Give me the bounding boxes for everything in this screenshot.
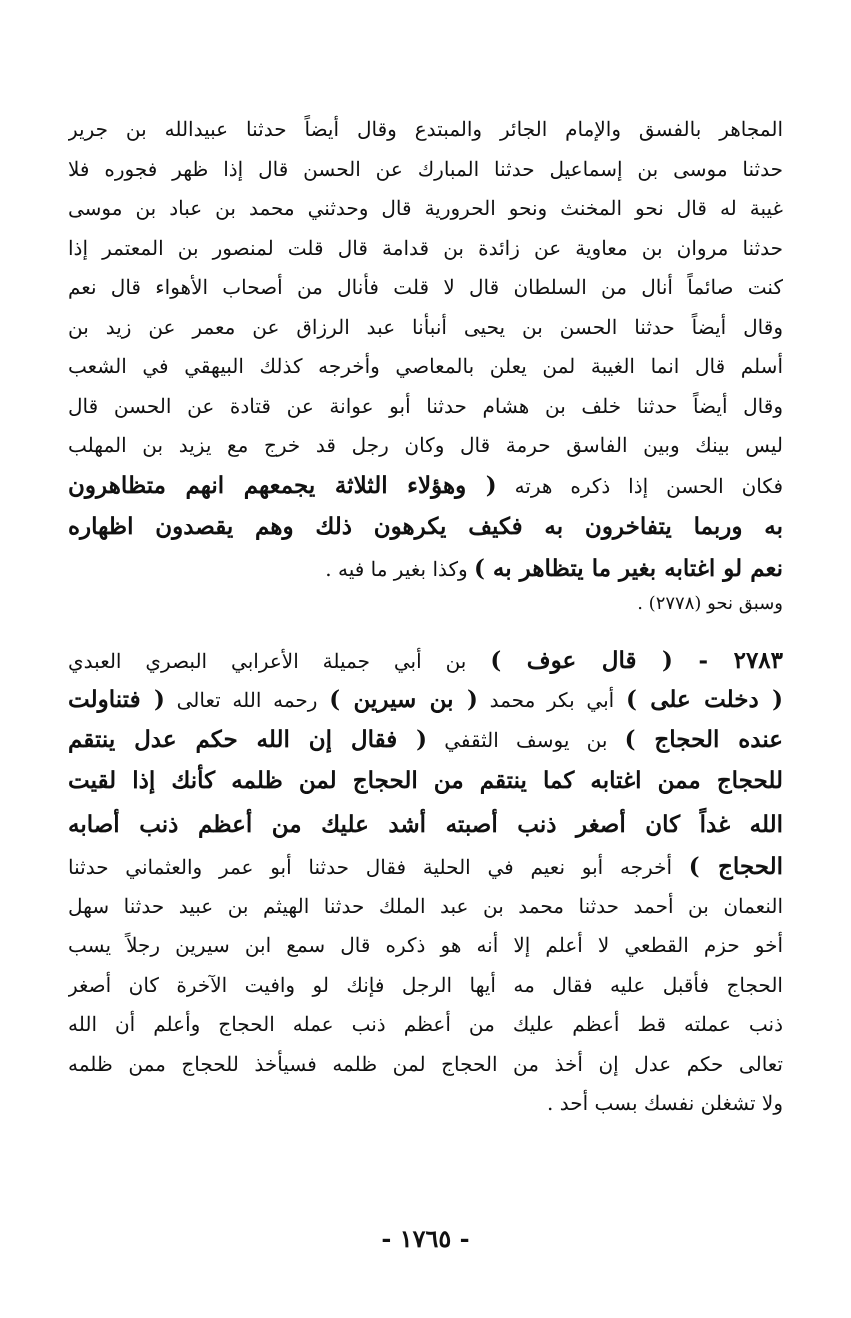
text-line [68, 680, 783, 720]
paragraph-gap [68, 619, 783, 641]
bold-line: به وربما يتفاخرون به فكيف يكرهون ذلك وهم يقصدون اظهاره [68, 513, 783, 540]
plain-text: فكان الحسن إذا ذكره هرته [514, 473, 783, 498]
text-line: حدثنا مروان بن معاوية عن زائدة بن قدامة قال قلت لمنصور بن المعتمر إذا [68, 235, 783, 260]
text-line: النعمان بن أحمد حدثنا محمد بن عبد الملك حدثنا الهيثم بن عبيد حدثنا سهل [68, 893, 783, 918]
text-line: ليس بينك وبين الفاسق حرمة قال وكان رجل قد خرج مع يزيد بن المهلب [68, 433, 783, 457]
text-line: حدثنا موسى بن إسماعيل حدثنا المبارك عن الحسن قال إذا ظهر فجوره فلا [68, 156, 783, 181]
plain-text: أخرجه أبو نعيم في الحلية فقال حدثنا أبو عمر والعثماني حدثنا [68, 855, 673, 879]
plain-text: رحمه الله تعالى [176, 688, 318, 712]
text-line [68, 847, 783, 887]
text-line: وقال أيضاً حدثنا الحسن بن يحيى أنبأنا عبد الرزاق عن معمر عن زيد بن [68, 314, 783, 339]
entry-heading-line [68, 641, 783, 681]
entry-number: ٢٧٨٣ - ( قال عوف ) [490, 646, 783, 674]
cross-reference-note: وسبق نحو (٢٧٧٨) . [637, 592, 783, 614]
text-line: غيبة له قال نحو المخنث ونحو الحرورية قال وحدثني محمد بن عباد بن موسى [68, 196, 783, 220]
bold-text: ( وهؤلاء الثلاثة يجمعهم انهم متظاهرون [68, 471, 497, 499]
bold-text: نعم لو اغتابه بغير ما يتظاهر به ) [474, 555, 783, 582]
text-line: المجاهر بالفسق والإمام الجائر والمبتدع وقال أيضاً حدثنا عبيدالله بن جرير [68, 117, 783, 141]
bold-line: للحجاج ممن اغتابه كما ينتقم من الحجاج لمن ظلمه كأنك إذا لقيت [68, 767, 783, 794]
text-line [68, 549, 783, 589]
plain-text: وكذا بغير ما فيه . [325, 557, 468, 581]
text-line: كنت صائماً أنال من السلطان قال لا قلت فأنال من أصحاب الأهواء قال نعم [68, 275, 783, 299]
text-line: ذنب عملته قط أعظم عليك من أعظم ذنب عمله الحجاج وأعلم أن الله [68, 1012, 783, 1036]
text-line: وقال أيضاً حدثنا خلف بن هشام حدثنا أبو عوانة عن قتادة عن الحسن قال [68, 393, 783, 418]
bold-text: ( بن سيرين ) [329, 686, 478, 713]
bold-text: ( دخلت على ) [625, 686, 783, 713]
bold-text: ( فتناولت [68, 686, 165, 713]
text-line: ولا تشغلن نفسك بسب أحد . [547, 1091, 783, 1115]
bold-text: الحجاج ) [688, 853, 783, 880]
plain-text: بن أبي جميلة الأعرابي البصري العبدي [68, 648, 467, 673]
text-line: الحجاج فأقبل عليه فقال مه أيها الرجل فإنك لو وافيت الآخرة كان أصغر [68, 972, 783, 997]
text-line [68, 466, 783, 506]
text-line: أخو حزم القطعي لا أعلم إلا أنه هو ذكره قال سمع ابن سيرين رجلاً يسب [68, 933, 783, 957]
bold-text: ( فقال إن الله حكم عدل ينتقم [68, 725, 428, 753]
plain-text: أبي بكر محمد [489, 688, 615, 712]
text-body [68, 110, 783, 1124]
page-number: - ١٧٦٥ - [381, 1224, 470, 1253]
text-line: تعالى حكم عدل إن أخذ من الحجاج لمن ظلمه فسيأخذ للحجاج ممن ظلمه [68, 1051, 783, 1076]
text-line [68, 720, 783, 760]
text-line: أسلم قال انما الغيبة لمن يعلن بالمعاصي وأخرجه كذلك البيهقي في الشعب [68, 354, 783, 378]
bold-line: الله غداً كان أصغر ذنب أصبته أشد عليك من أعظم ذنب أصابه [68, 811, 783, 838]
plain-text: بن يوسف الثقفي [444, 727, 608, 752]
bold-text: عنده الحجاج ) [624, 725, 783, 753]
